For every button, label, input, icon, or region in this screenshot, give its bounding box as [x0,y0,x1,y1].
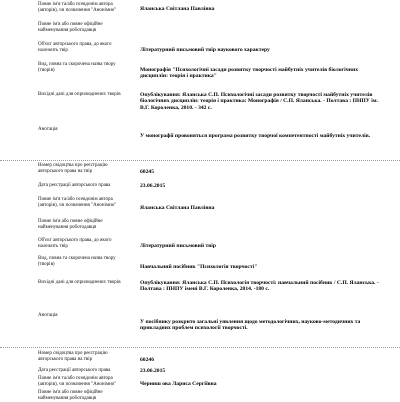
author-label: Повне ім'я та/або псевдонім автора (авторів), чи позначення "Анонімно" [38,2,117,13]
abstract-label: Анотація [38,313,58,318]
work-type-value: Навчальний посібник "Психологія творчості" [140,264,258,270]
abstract-value: У монографії провоняться програма розвитку творчої компетентності майбутніх учителів. [140,133,371,139]
author-label: Повне ім'я та/або псевдонім автора (авторів), чи позначення "Анонімно" [38,376,117,387]
reg-date-label: Дата реєстрації авторського права [38,183,111,188]
reg-date-value: 23.06.2015 [140,183,166,189]
record-separator [0,160,400,161]
abstract-value: У посібнику розкрито загальні уявлення щодо методологічних, науково-методичних та прикладних проблем психології творчості. [140,319,361,332]
object-value: Літературний письмовий твір [140,243,216,249]
author-label: Повне ім'я та/або псевдонім автора (авторів), чи позначення "Анонімно" [38,197,117,208]
author-value: Яланська Світлана Павлівна [140,6,215,12]
work-type-label: Вид, повна та скорочена назва твору (творів) [38,256,116,267]
employer-label: Повне ім'я або повне офіційне найменування роботодавця [38,390,103,401]
publication-value: Опублікування: Яланська С.П. Психологія творчості: навчальний посібник / С.П. Яланська. - Полтава : ПНПУ імені В.Г. Короленка, 2014. -180 с. [140,280,379,293]
author-value: Яланська Світлана Павлівна [140,205,215,211]
publication-value: Опублікування: Яланська С.П. Психологічні засади розвитку творчості майбутніх учителів біологічних дисциплін: теорія і практика: Монографія / С.П. Яланська. - Полтава : ПНПУ ім. В.Г. Короленка, 2010. - 342 с. [140,92,378,111]
cert-number-value: 60246 [140,357,154,363]
employer-label: Повне ім'я або повне офіційне найменування роботодавця [38,22,103,33]
object-value: Літературний письмовий твір наукового характеру [140,47,270,53]
work-type-value: Монографія "Психологічні засади розвитку творчості майбутніх учителів біологічних дисциплін: теорія і практика" [140,67,359,80]
cert-number-label: Номер свідоцтва про реєстрацію авторського права на твір [38,163,108,174]
object-label: Об'єкт авторського права, до якого належить твір [38,42,112,53]
employer-label: Повне ім'я або повне офіційне найменування роботодавця [38,219,103,230]
cert-number-value: 60245 [140,169,154,175]
object-label: Об'єкт авторського права, до якого належить твір [38,238,112,249]
author-value: Черниш ова Лариса Сергіївна [140,381,217,387]
work-type-label: Вид, повна та скорочена назва твору (творів) [38,62,116,73]
record-separator [0,347,400,348]
publication-label: Вихідні дані для оприлюднених творів [38,92,121,97]
publication-label: Вихідні дані для оприлюднених творів [38,280,121,285]
reg-date-value: 23.06.2015 [140,368,166,374]
reg-date-label: Дата реєстрації авторського права [38,368,111,373]
cert-number-label: Номер свідоцтва про реєстрацію авторського права на твір [38,351,108,362]
abstract-label: Анотація [38,127,58,132]
